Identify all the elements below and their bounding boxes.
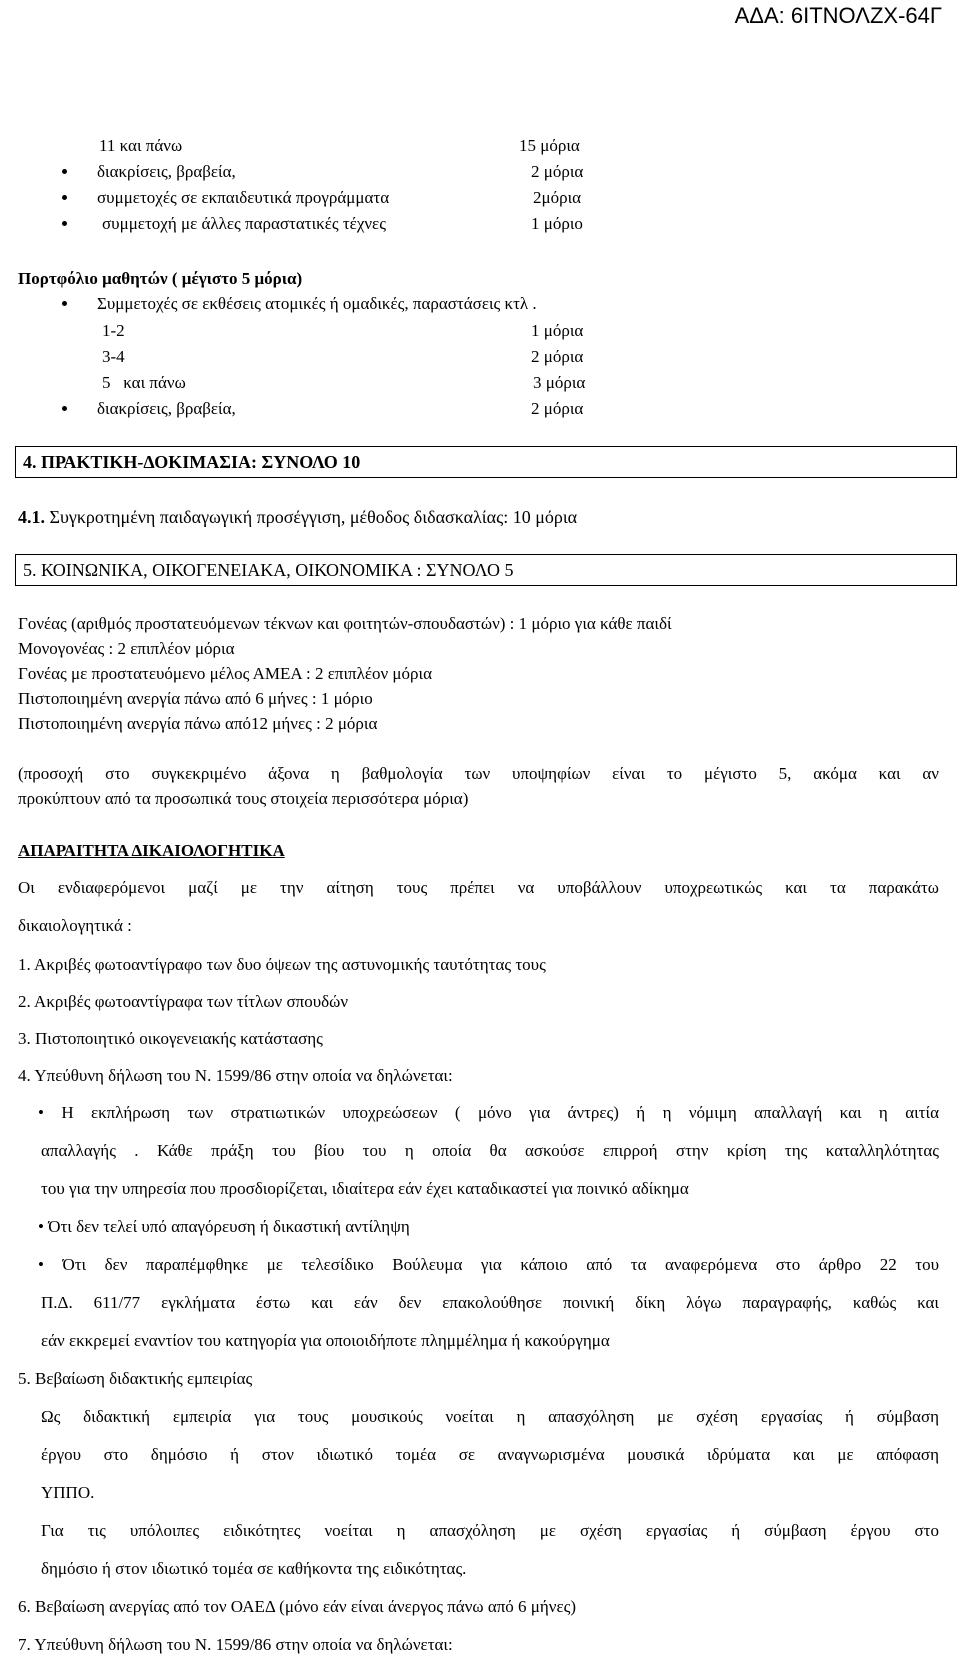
declaration-bullet-line: • Ότι δεν τελεί υπό απαγόρευση ή δικαστική αντίληψη bbox=[38, 1217, 410, 1236]
section-5-note-line: (προσοχή στο συγκεκριμένο άξονα η βαθμολογία των υποψηφίων είναι το μέγιστο 5, ακόμα και αν bbox=[18, 764, 939, 783]
portfolio-row-label: 3-4 bbox=[102, 347, 125, 366]
portfolio-row-label: 1-2 bbox=[102, 321, 125, 340]
documents-title: ΑΠΑΡΑΙΤΗΤΑ ΔΙΚΑΙΟΛΟΓΗΤΙΚΑ bbox=[18, 841, 285, 860]
score-points: 2μόρια bbox=[533, 188, 582, 207]
score-label: συμμετοχή με άλλες παραστατικές τέχνες bbox=[102, 214, 386, 233]
section-5-note-line: προκύπτουν από τα προσωπικά τους στοιχεία περισσότερα μόρια) bbox=[18, 789, 469, 808]
section-5-title: 5. ΚΟΙΝΩΝΙΚΑ, ΟΙΚΟΓΕΝΕΙΑΚΑ, ΟΙΚΟΝΟΜΙΚΑ : ΣΥΝΟΛΟ 5 bbox=[23, 560, 514, 580]
portfolio-row-points: 2 μόρια bbox=[531, 399, 584, 418]
document-item: 7. Υπεύθυνη δήλωση του Ν. 1599/86 στην οποία να δηλώνεται: bbox=[18, 1635, 453, 1654]
score-points: 15 μόρια bbox=[519, 136, 580, 155]
bullet-icon bbox=[62, 406, 67, 411]
section-5-line: Πιστοποιημένη ανεργία πάνω από12 μήνες : 2 μόρια bbox=[18, 714, 378, 733]
declaration-bullet-line: • Η εκπλήρωση των στρατιωτικών υποχρεώσεων ( μόνο για άντρες) ή η νόμιμη απαλλαγή και η αιτία bbox=[38, 1103, 939, 1122]
document-item: 5. Βεβαίωση διδακτικής εμπειρίας bbox=[18, 1369, 253, 1388]
section-4-title: 4. ΠΡΑΚΤΙΚΗ-ΔΟΚΙΜΑΣΙΑ: ΣΥΝΟΛΟ 10 bbox=[23, 452, 361, 472]
portfolio-intro: Συμμετοχές σε εκθέσεις ατομικές ή ομαδικές, παραστάσεις κτλ . bbox=[97, 294, 537, 313]
portfolio-row-points: 3 μόρια bbox=[533, 373, 586, 392]
section-4-1-text: Συγκροτημένη παιδαγωγική προσέγγιση, μέθοδος διδασκαλίας: 10 μόρια bbox=[49, 507, 578, 527]
experience-paragraph-line: ΥΠΠΟ. bbox=[41, 1483, 95, 1502]
bullet-icon bbox=[62, 195, 67, 200]
document-item: 1. Ακριβές φωτοαντίγραφο των δυο όψεων της αστυνομικής ταυτότητας τους bbox=[18, 955, 546, 974]
experience-paragraph-line: έργου στο δημόσιο ή στον ιδιωτικό τομέα σε αναγνωρισμένα μουσικά ιδρύματα και με απόφαση bbox=[41, 1445, 939, 1464]
experience-paragraph-line: Ως διδακτική εμπειρία για τους μουσικούς νοείται η απασχόληση με σχέση εργασίας ή σύμβαση bbox=[41, 1407, 939, 1426]
score-label: διακρίσεις, βραβεία, bbox=[97, 162, 236, 181]
declaration-bullet-line: του για την υπηρεσία που προσδιορίζεται, ιδιαίτερα εάν έχει καταδικαστεί για ποινικό αδίκημα bbox=[41, 1179, 689, 1198]
portfolio-row-label: διακρίσεις, βραβεία, bbox=[97, 399, 236, 418]
score-points: 1 μόριο bbox=[531, 214, 583, 233]
document-item: 2. Ακριβές φωτοαντίγραφα των τίτλων σπουδών bbox=[18, 992, 349, 1011]
bullet-icon bbox=[62, 221, 67, 226]
score-label: συμμετοχές σε εκπαιδευτικά προγράμματα bbox=[97, 188, 390, 207]
portfolio-row-label: 5 και πάνω bbox=[102, 373, 186, 392]
section-5-line: Γονέας (αριθμός προστατευόμενων τέκνων και φοιτητών-σπουδαστών) : 1 μόριο για κάθε παιδί bbox=[18, 614, 672, 633]
portfolio-title: Πορτφόλιο μαθητών ( μέγιστο 5 μόρια) bbox=[18, 269, 303, 288]
declaration-bullet-line: εάν εκκρεμεί εναντίον του κατηγορία για οποιοιδήποτε πλημμέλημα ή κακούργημα bbox=[41, 1331, 610, 1350]
section-5-line: Πιστοποιημένη ανεργία πάνω από 6 μήνες : 1 μόριο bbox=[18, 689, 373, 708]
portfolio-row-points: 1 μόρια bbox=[531, 321, 584, 340]
portfolio-row-points: 2 μόρια bbox=[531, 347, 584, 366]
experience-paragraph-line: Για τις υπόλοιπες ειδικότητες νοείται η απασχόληση με σχέση εργασίας ή σύμβαση έργου στο bbox=[41, 1521, 939, 1540]
experience-paragraph-line: δημόσιο ή στον ιδιωτικό τομέα σε καθήκοντα της ειδικότητας. bbox=[41, 1559, 467, 1578]
score-label: 11 και πάνω bbox=[99, 136, 183, 155]
section-4-1 bbox=[18, 508, 577, 526]
section-4-1-number: 4.1. bbox=[18, 507, 45, 527]
declaration-bullet-line: • Ότι δεν παραπέμφθηκε με τελεσίδικο Βούλευμα για κάποιο από τα αναφερόμενα στο άρθρο 22 του bbox=[38, 1255, 939, 1274]
declaration-bullet-line: Π.Δ. 611/77 εγκλήματα έστω και εάν δεν επακολούθησε ποινική δίκη λόγω παραγραφής, καθώς και bbox=[41, 1293, 939, 1312]
section-5-line: Γονέας με προστατευόμενο μέλος ΑΜΕΑ : 2 επιπλέον μόρια bbox=[18, 664, 432, 683]
declaration-bullet-line: απαλλαγής . Κάθε πράξη του βίου του η οποία θα ασκούσε επιρροή στην κρίση της καταλληλότητας bbox=[41, 1141, 939, 1160]
score-points: 2 μόρια bbox=[531, 162, 584, 181]
document-item: 6. Βεβαίωση ανεργίας από τον ΟΑΕΔ (μόνο εάν είναι άνεργος πάνω από 6 μήνες) bbox=[18, 1597, 577, 1616]
bullet-icon bbox=[62, 169, 67, 174]
documents-intro-line: Οι ενδιαφερόμενοι μαζί με την αίτηση τους πρέπει να υποβάλλουν υποχρεωτικώς και τα παρακάτω bbox=[18, 878, 939, 897]
document-item: 3. Πιστοποιητικό οικογενειακής κατάστασης bbox=[18, 1029, 323, 1048]
document-item: 4. Υπεύθυνη δήλωση του Ν. 1599/86 στην οποία να δηλώνεται: bbox=[18, 1066, 453, 1085]
documents-intro-line: δικαιολογητικά : bbox=[18, 916, 132, 935]
ada-code: ΑΔΑ: 6ΙΤΝΟΛΖΧ-64Γ bbox=[734, 3, 942, 28]
bullet-icon bbox=[62, 301, 67, 306]
section-5-line: Μονογονέας : 2 επιπλέον μόρια bbox=[18, 639, 235, 658]
